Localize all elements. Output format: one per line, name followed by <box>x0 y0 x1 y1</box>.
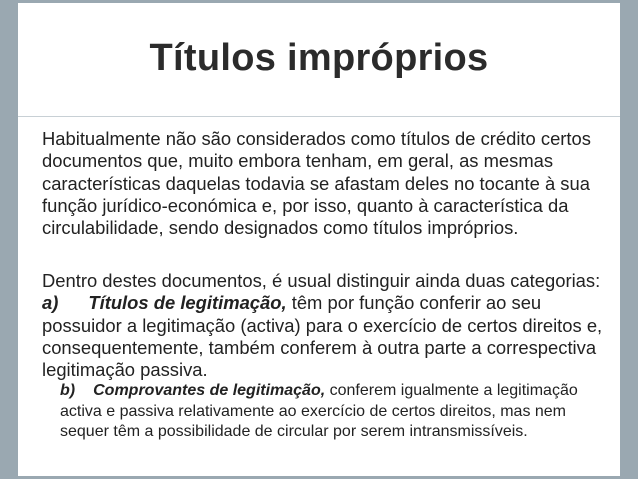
category-b-marker: b) <box>60 382 76 399</box>
paragraph-intro: Habitualmente não são considerados como títulos de crédito certos documentos que, muito embora tenham, em geral, as mesmas características daquelas todavia se afastam deles no tocante à sua função jurídico-económica e, por isso, quanto à característica da circulabilidade, sendo designados como títulos impróprios. <box>42 128 591 239</box>
category-a-marker: a) <box>42 292 59 314</box>
category-b-term: Comprovantes de legitimação, <box>93 382 326 399</box>
category-a-term: Títulos de legitimação, <box>88 292 287 314</box>
categories-lead-text: Dentro destes documentos, é usual distinguir ainda duas categorias: <box>42 270 601 291</box>
slide-title: Títulos impróprios <box>149 37 489 79</box>
paragraph-category-b <box>60 381 604 443</box>
category-b-description: conferem igualmente a legitimação activa e passiva relativamente ao exercício de certos direitos, mas nem sequer têm a possibilidade de circular por serem intransmissíveis. <box>60 382 578 440</box>
title-divider <box>18 116 620 117</box>
category-a-description: têm por função conferir ao seu possuidor a legitimação (activa) para o exercício de certos direitos e, consequentemente, também conferem à outra parte a correspectiva legitimação passiva. <box>42 292 603 381</box>
paragraph-categories <box>42 270 606 381</box>
